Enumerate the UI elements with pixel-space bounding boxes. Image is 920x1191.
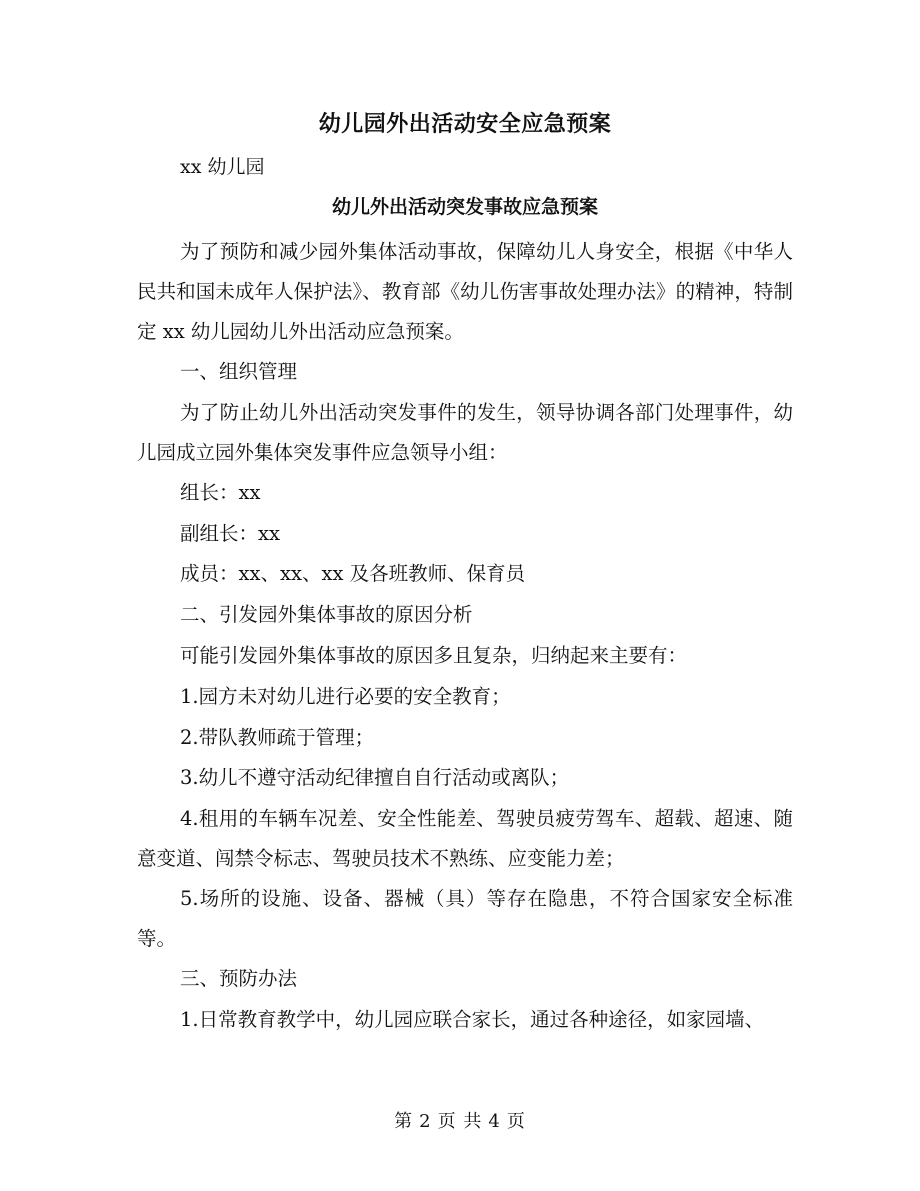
organization-paragraph: 为了防止幼儿外出活动突发事件的发生，领导协调各部门处理事件，幼儿园成立园外集体突发事件应急领导小组： xyxy=(137,400,793,464)
cause-item-5: 5.场所的设施、设备、器械（具）等存在隐患，不符合国家安全标准等。 xyxy=(137,887,793,951)
leader-line: 组长：xx xyxy=(180,480,261,504)
section-heading-causes: 二、引发园外集体事故的原因分析 xyxy=(180,603,473,627)
deputy-leader-line: 副组长：xx xyxy=(180,521,280,545)
cause-item-1: 1.园方未对幼儿进行必要的安全教育； xyxy=(180,684,511,708)
document-title: 幼儿园外出活动安全应急预案 xyxy=(318,111,612,137)
page-mid: 页 共 xyxy=(437,1111,483,1132)
causes-intro-line: 可能引发园外集体事故的原因多且复杂，归纳起来主要有： xyxy=(180,643,688,667)
page-prefix: 第 xyxy=(394,1111,414,1132)
section-heading-organization: 一、组织管理 xyxy=(180,360,298,383)
cause-item-4: 4.租用的车辆车况差、安全性能差、驾驶员疲劳驾车、超载、超速、随意变道、闯禁令标志、驾驶员技术不熟练、应变能力差； xyxy=(137,807,793,871)
section-heading-prevention: 三、预防办法 xyxy=(180,967,298,991)
cause-item-2: 2.带队教师疏于管理； xyxy=(180,725,375,749)
current-page-number: 2 xyxy=(419,1111,432,1132)
total-page-number: 4 xyxy=(488,1111,501,1132)
organization-name: xx 幼儿园 xyxy=(180,156,265,178)
cause-item-3: 3.幼儿不遵守活动纪律擅自自行活动或离队； xyxy=(180,766,570,790)
document-body xyxy=(137,104,793,1041)
members-line: 成员：xx、xx、xx 及各班教师、保育员 xyxy=(180,562,526,586)
prevention-item-1: 1.日常教育教学中，幼儿园应联合家长，通过各种途径，如家园墙、 xyxy=(180,1007,765,1031)
document-subtitle: 幼儿外出活动突发事故应急预案 xyxy=(331,196,598,218)
intro-paragraph: 为了预防和减少园外集体活动事故，保障幼儿人身安全，根据《中华人民共和国未成年人保护法》、教育部《幼儿伤害事故处理办法》的精神，特制定 xx 幼儿园幼儿外出活动应急预案。 xyxy=(137,240,793,343)
page-suffix: 页 xyxy=(506,1111,526,1132)
page-footer xyxy=(0,1108,920,1136)
